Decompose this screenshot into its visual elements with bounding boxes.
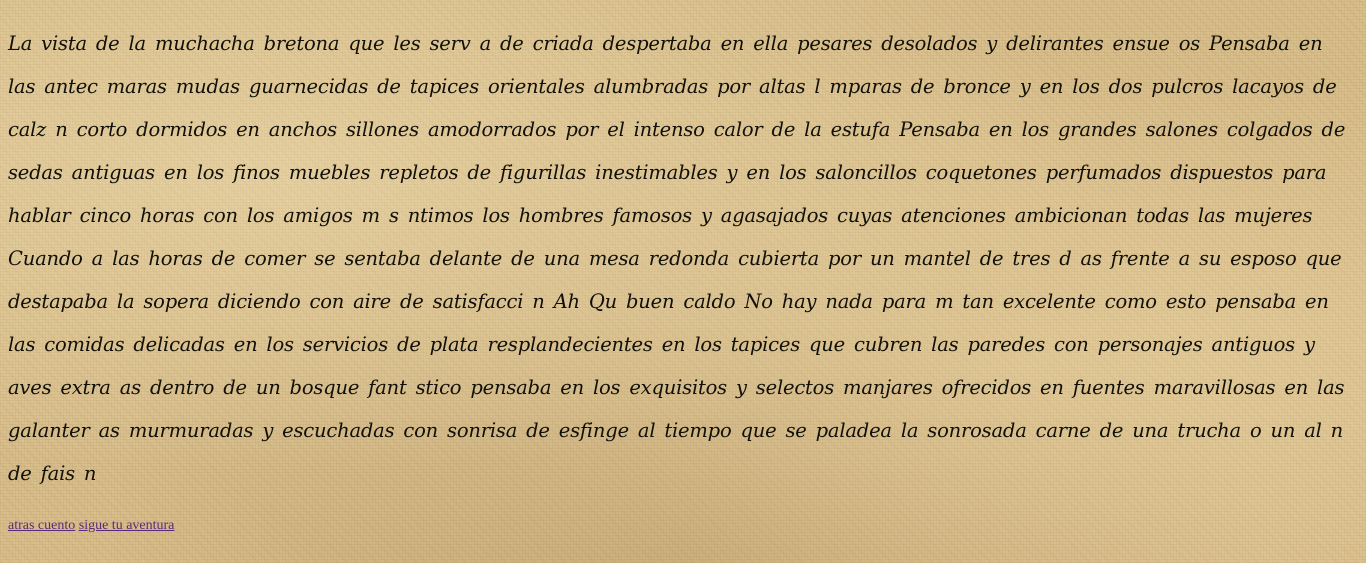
story-navigation [8, 517, 174, 535]
back-to-story-link[interactable]: atras cuento [8, 518, 76, 533]
continue-adventure-link[interactable]: sigue tu aventura [78, 518, 175, 533]
story-paragraph: La vista de la muchacha bretona que les serv a de criada despertaba en ella pesares desolados y delirantes ensue os Pensaba en las antec maras mudas guarnecidas de tapices orientales alumbradas por altas l mparas de bronce y en los dos pulcros lacayos de calz n corto dormidos en anchos sillones amodorrados por el intenso calor de la estufa Pensaba en los grandes salones colgados de sedas antiguas en los finos muebles repletos de figurillas inestimables y en los saloncillos coquetones perfumados dispuestos para hablar cinco horas con los amigos m s ntimos los hombres famosos y agasajados cuyas atenciones ambicionan todas las mujeres Cuando a las horas de comer se sentaba delante de una mesa redonda cubierta por un mantel de tres d as frente a su esposo que destapaba la sopera diciendo con aire de satisfacci n Ah Qu buen caldo No hay nada para m tan excelente como esto pensaba en las comidas delicadas en los servicios de plata resplandecientes en los tapices que cubren las paredes con personajes antiguos y aves extra as dentro de un bosque fant stico pensaba en los exquisitos y selectos manjares ofrecidos en fuentes maravillosas en las galanter as murmuradas y escuchadas con sonrisa de esfinge al tiempo que se paladea la sonrosada carne de una trucha o un al n de fais n [8, 32, 1346, 485]
